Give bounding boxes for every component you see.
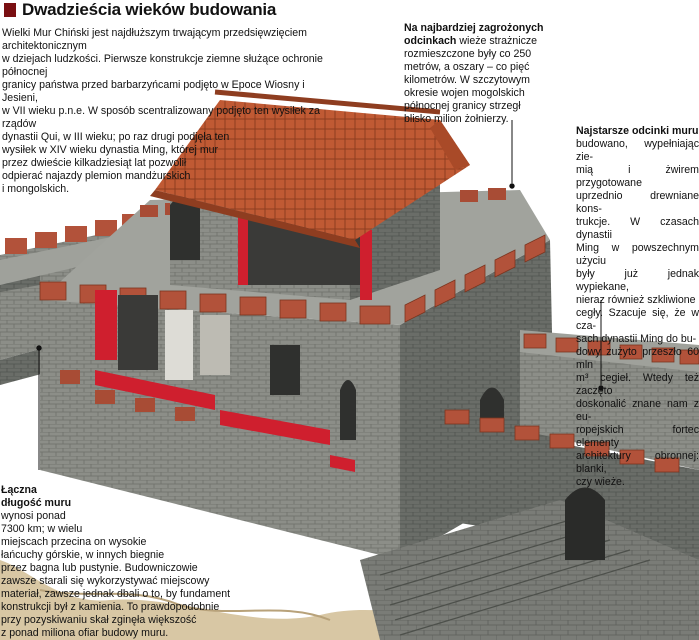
annotation-line: doskonalić znane nam z eu- <box>576 398 699 423</box>
annotation-line: materiał, zawsze jednak dbali o to, by fundament <box>1 588 231 600</box>
annotation-line: budowano, wypełniając zie- <box>576 138 699 163</box>
annotation-line: przez bagna lub pustynie. Budowniczowie <box>1 562 198 574</box>
annotation-line: mią i żwirem przygotowane <box>576 164 699 189</box>
intro-line: odpierać najazdy plemion mandżurskich <box>2 170 191 182</box>
annotation-line: były już jednak wypiekane, <box>576 268 699 293</box>
annotation-construction <box>576 125 699 489</box>
annotation-length <box>1 484 233 640</box>
annotation-heading: Na najbardziej zagrożonych <box>404 22 544 34</box>
annotation-line: ropejskich fortec elementy <box>576 424 699 449</box>
title-marker <box>4 3 16 17</box>
annotation-line: przy pozyskiwaniu skał zginęła większość <box>1 614 197 626</box>
intro-line: wysiłek w XIV wieku dynastia Ming, której mur <box>2 144 219 156</box>
annotation-line: z ponad miliona ofiar budowy muru. <box>1 627 169 639</box>
annotation-line: m³ cegieł. Wtedy też zaczęto <box>576 372 699 397</box>
intro-line: dynastii Qui, w III wieku; po raz drugi podjęła ten <box>2 131 230 143</box>
annotation-heading: Łączna <box>1 484 37 496</box>
annotation-line: uprzednio drewniane kons- <box>576 190 699 215</box>
annotation-line: trukcje. W czasach dynastii <box>576 216 699 241</box>
annotation-line: 7300 km; w wielu <box>1 523 83 535</box>
annotation-line: wynosi ponad <box>1 510 66 522</box>
annotation-line: architektury obronnej: blanki, <box>576 450 699 475</box>
annotation-line: cegły. Szacuje się, że w cza- <box>576 307 699 332</box>
annotation-line: wieże strażnicze <box>459 35 538 47</box>
annotation-heading: długość muru <box>1 497 72 509</box>
annotation-line: miejscach przecina on wysokie <box>1 536 147 548</box>
annotation-line: sach dynastii Ming do bu- <box>576 333 697 345</box>
annotation-line: północnej granicy strzegł <box>404 100 521 112</box>
intro-line: przez dwieście kilkadziesiąt lat pozwolił <box>2 157 187 169</box>
intro-text <box>2 27 332 196</box>
annotation-line: metrów, a oszary – co pięć <box>404 61 530 73</box>
annotation-line: okresie wojen mogolskich <box>404 87 525 99</box>
header <box>0 0 699 22</box>
annotation-line: rozmieszczone były co 250 <box>404 48 532 60</box>
annotation-heading: odcinkach <box>404 35 457 47</box>
annotation-line: kilometrów. W szczytowym <box>404 74 530 86</box>
annotation-line: konstrukcji był z kamienia. To prawdopodobnie <box>1 601 220 613</box>
intro-line: w dziejach ludzkości. Pierwsze konstrukcje ziemne służące ochronie północnej <box>2 53 323 78</box>
annotation-line: nieraz również szkliwione <box>576 294 696 306</box>
annotation-line: blisko milion żołnierzy. <box>404 113 509 125</box>
annotation-towers <box>404 22 548 126</box>
annotation-line: Ming w powszechnym użyciu <box>576 242 699 267</box>
intro-line: Wielki Mur Chiński jest najdłuższym trwającym przedsięwzięciem architektonicznym <box>2 27 307 52</box>
annotation-line: zawsze starali się wykorzystywać miejscowy <box>1 575 210 587</box>
intro-line: granicy państwa przed barbarzyńcami podjęto w Epoce Wiosny i Jesieni, <box>2 79 305 104</box>
page-title: Dwadzieścia wieków budowania <box>22 0 277 19</box>
annotation-line: czy wieże. <box>576 476 625 488</box>
intro-line: i mongolskich. <box>2 183 70 195</box>
annotation-heading: Najstarsze odcinki muru <box>576 125 699 137</box>
annotation-line: łańcuchy górskie, w innych biegnie <box>1 549 165 561</box>
intro-line: w VII wieku p.n.e. W sposób scentralizowany podjęto ten wysiłek za rządów <box>2 105 320 130</box>
annotation-line: dowy zużyto przeszło 60 mln <box>576 346 699 371</box>
